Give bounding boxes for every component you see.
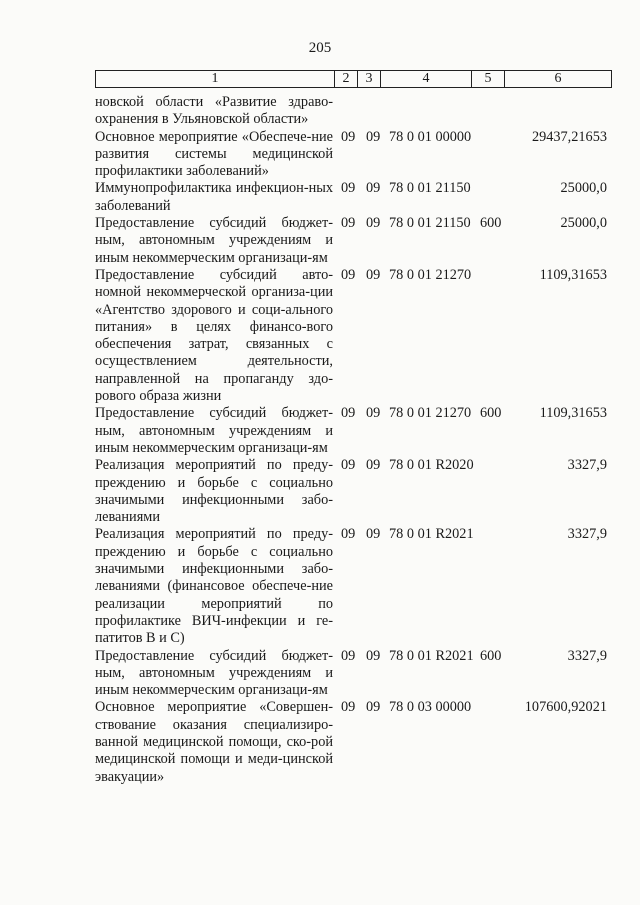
row-name: Предоставление субсидий бюджет-ным, автономным учреждениям и иным некоммерческим организаци-ям — [95, 647, 333, 699]
table-row — [95, 215, 612, 267]
table-row — [95, 457, 612, 526]
header-col-2: 2 — [342, 71, 350, 86]
table-row — [95, 405, 612, 457]
row-name: Основное мероприятие «Совершен-ствование оказания специализиро-ванной медицинской помощи, ско-рой медицинской помощи и меди-цинской эвакуации» — [95, 699, 333, 785]
table-row — [95, 129, 612, 181]
table-row — [95, 699, 612, 785]
cell-col-3: 09 — [366, 266, 381, 283]
header-col-5: 5 — [484, 71, 492, 86]
row-name: Предоставление субсидий бюджет-ным, автономным учреждениям и иным некоммерческим организаци-ям — [95, 405, 333, 456]
table-row — [95, 94, 612, 129]
table-row — [95, 526, 612, 647]
cell-col-4: 78 0 01 21150 — [389, 180, 471, 197]
cell-col-6: 25000,0 — [560, 215, 607, 232]
cell-col-4: 78 0 01 R2021 — [389, 526, 474, 543]
cell-col-2: 09 — [341, 647, 356, 664]
cell-col-4: 78 0 01 R2020 — [389, 457, 474, 474]
row-name: Реализация мероприятий по преду-преждению и борьбе с социально значимыми инфекционными забо-леваниями — [95, 457, 333, 526]
cell-col-4: 78 0 01 00000 — [389, 128, 472, 145]
cell-col-4: 78 0 01 R2021 — [389, 647, 474, 664]
cell-col-3: 09 — [366, 405, 381, 422]
cell-col-4: 78 0 01 21150 — [389, 215, 471, 232]
table-row — [95, 267, 612, 405]
header-col-3: 3 — [365, 71, 373, 86]
table-header — [95, 70, 612, 88]
cell-col-6: 1109,31653 — [539, 266, 607, 283]
row-name: Иммунопрофилактика инфекцион-ных заболеваний — [95, 180, 333, 214]
cell-col-4: 78 0 01 21270 — [389, 266, 472, 283]
row-name: новской области «Развитие здраво-охранения в Ульяновской области» — [95, 94, 333, 128]
cell-col-2: 09 — [341, 128, 356, 145]
cell-col-3: 09 — [366, 457, 381, 474]
header-col-1: 1 — [211, 71, 219, 86]
header-col-4: 4 — [422, 71, 430, 86]
cell-col-5: 600 — [480, 647, 502, 664]
row-name: Предоставление субсидий авто-номной некоммерческой организа-ции «Агентство здорового и соци-ального питания» в целях финансо-вого обеспечения затрат, связанных с осуществлением деятельности, направленной на пропаганду здо-рового образа жизни — [95, 266, 333, 405]
cell-col-3: 09 — [366, 699, 381, 716]
cell-col-3: 09 — [366, 526, 381, 543]
table-row — [95, 648, 612, 700]
cell-col-2: 09 — [341, 215, 356, 232]
cell-col-6: 107600,92021 — [524, 699, 607, 716]
header-col-6: 6 — [554, 71, 562, 86]
cell-col-5: 600 — [480, 405, 502, 422]
page-number: 205 — [308, 40, 332, 56]
cell-col-3: 09 — [366, 215, 381, 232]
cell-col-4: 78 0 01 21270 — [389, 405, 472, 422]
cell-col-6: 3327,9 — [567, 647, 607, 664]
cell-col-2: 09 — [341, 405, 356, 422]
cell-col-4: 78 0 03 00000 — [389, 699, 472, 716]
cell-col-2: 09 — [341, 266, 356, 283]
cell-col-6: 3327,9 — [567, 457, 607, 474]
cell-col-3: 09 — [366, 180, 381, 197]
cell-col-6: 1109,31653 — [539, 405, 607, 422]
table-body — [95, 94, 612, 786]
cell-col-5: 600 — [480, 215, 502, 232]
cell-col-6: 25000,0 — [560, 180, 607, 197]
cell-col-3: 09 — [366, 647, 381, 664]
cell-col-6: 29437,21653 — [531, 128, 607, 145]
cell-col-2: 09 — [341, 180, 356, 197]
cell-col-3: 09 — [366, 128, 381, 145]
row-name: Реализация мероприятий по преду-преждению и борьбе с социально значимыми инфекционными забо-леваниями (финансовое обеспече-ние реализации мероприятий по профилактике ВИЧ-инфекции и ге-патитов В и С) — [95, 526, 333, 647]
row-name: Основное мероприятие «Обеспече-ние развития системы медицинской профилактики заболеваний» — [95, 128, 333, 180]
cell-col-2: 09 — [341, 526, 356, 543]
row-name: Предоставление субсидий бюджет-ным, автономным учреждениям и иным некоммерческим организаци-ям — [95, 215, 333, 266]
table-row — [95, 180, 612, 215]
cell-col-2: 09 — [341, 457, 356, 474]
cell-col-6: 3327,9 — [567, 526, 607, 543]
cell-col-2: 09 — [341, 699, 356, 716]
